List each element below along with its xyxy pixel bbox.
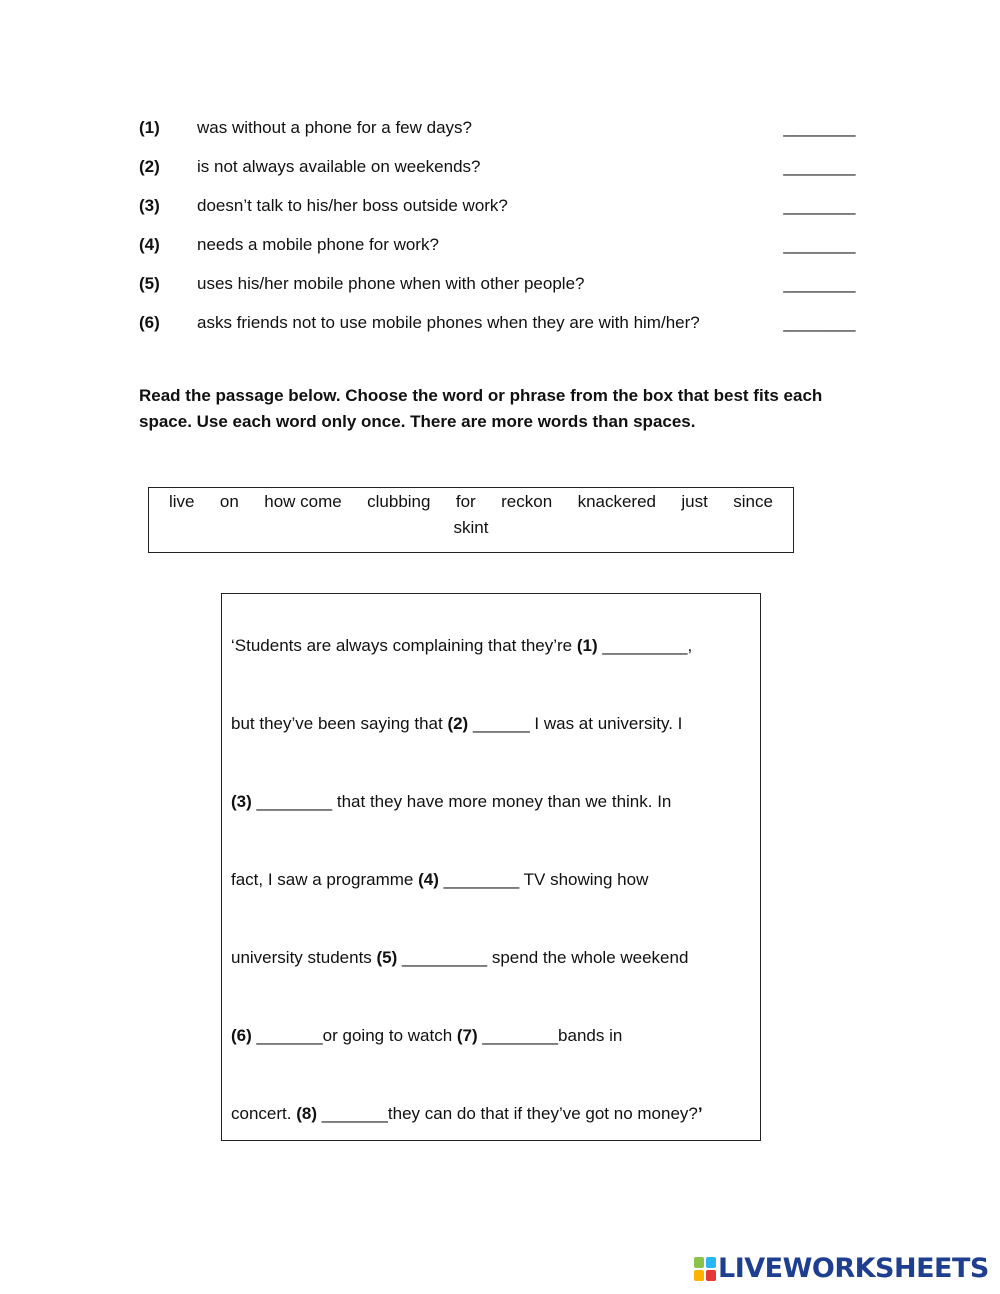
- word-item: knackered: [577, 492, 656, 511]
- answer-blank[interactable]: ________: [783, 274, 855, 293]
- gap-blank[interactable]: ________ TV showing how: [438, 870, 649, 889]
- gap-blank[interactable]: ________bands in: [477, 1026, 623, 1045]
- passage-line: [231, 634, 692, 658]
- liveworksheets-logo[interactable]: [694, 1254, 989, 1284]
- question-text: is not always available on weekends?: [197, 157, 481, 176]
- answer-blank[interactable]: ________: [783, 313, 855, 332]
- answer-blank[interactable]: ________: [783, 118, 855, 137]
- word-box: [148, 487, 794, 553]
- answer-blank[interactable]: ________: [783, 157, 855, 176]
- logo-tile: [706, 1270, 716, 1281]
- word-item: for: [455, 492, 476, 511]
- question-row: [139, 194, 855, 218]
- question-text: uses his/her mobile phone when with other people?: [197, 274, 585, 293]
- word-item: since: [733, 492, 773, 511]
- question-row: [139, 272, 855, 296]
- word-list: [169, 489, 773, 515]
- gap-blank[interactable]: _________ spend the whole weekend: [397, 948, 689, 967]
- passage-text: concert.: [231, 1104, 297, 1123]
- question-number: (2): [139, 157, 160, 176]
- instructions: Read the passage below. Choose the word or phrase from the box that best fits each space. Use each word only once. There are more words than spaces.: [139, 386, 823, 431]
- word-item: how come: [264, 492, 342, 511]
- word-item: skint: [453, 518, 489, 537]
- gap-number: (7): [456, 1026, 478, 1045]
- gap-blank[interactable]: _________,: [597, 636, 693, 655]
- question-number: (3): [139, 196, 160, 215]
- logo-tile: [694, 1270, 704, 1281]
- passage-text: but they’ve been saying that: [231, 714, 448, 733]
- passage-line: [231, 1102, 703, 1126]
- gap-number: (2): [447, 714, 469, 733]
- gap-number: (3): [231, 792, 252, 811]
- gap-blank[interactable]: _______they can do that if they’ve got no money?: [316, 1104, 698, 1123]
- question-text: asks friends not to use mobile phones when they are with him/her?: [197, 313, 700, 332]
- passage-text: ‘Students are always complaining that they’re: [231, 636, 577, 655]
- answer-blank[interactable]: ________: [783, 196, 855, 215]
- passage-line: [231, 946, 688, 970]
- question-text: needs a mobile phone for work?: [197, 235, 439, 254]
- word-item: live: [169, 492, 195, 511]
- logo-text: LIVEWORKSHEETS: [718, 1253, 989, 1284]
- question-number: (5): [139, 274, 160, 293]
- word-item: on: [219, 492, 239, 511]
- passage-line: [231, 868, 648, 892]
- gap-blank[interactable]: ________ that they have more money than we think. In: [251, 792, 672, 811]
- question-text: was without a phone for a few days?: [197, 118, 472, 137]
- question-number: (6): [139, 313, 160, 332]
- question-row: [139, 311, 855, 335]
- logo-tile: [694, 1257, 704, 1268]
- passage-text: university students: [231, 948, 377, 967]
- gap-number: (5): [376, 948, 398, 967]
- question-number: (1): [139, 118, 160, 137]
- closing-quote: ’: [697, 1104, 703, 1123]
- logo-tile: [706, 1257, 716, 1268]
- passage-box: [221, 593, 761, 1141]
- gap-number: (1): [576, 636, 598, 655]
- question-row: [139, 233, 855, 257]
- gap-number: (8): [296, 1104, 317, 1123]
- gap-blank[interactable]: _______or going to watch: [251, 1026, 457, 1045]
- question-text: doesn’t talk to his/her boss outside work?: [197, 196, 508, 215]
- question-row: [139, 155, 855, 179]
- gap-number: (4): [418, 870, 439, 889]
- word-item: just: [681, 492, 708, 511]
- passage-line: [231, 1024, 622, 1048]
- gap-number: (6): [231, 1026, 252, 1045]
- word-item: clubbing: [367, 492, 431, 511]
- question-row: [139, 116, 855, 140]
- word-item: reckon: [501, 492, 553, 511]
- passage-line: [231, 790, 671, 814]
- passage-line: [231, 712, 682, 736]
- gap-blank[interactable]: ______ I was at university. I: [468, 714, 683, 733]
- question-number: (4): [139, 235, 160, 254]
- logo-tiles-icon: [694, 1257, 716, 1281]
- passage-text: fact, I saw a programme: [231, 870, 419, 889]
- answer-blank[interactable]: ________: [783, 235, 855, 254]
